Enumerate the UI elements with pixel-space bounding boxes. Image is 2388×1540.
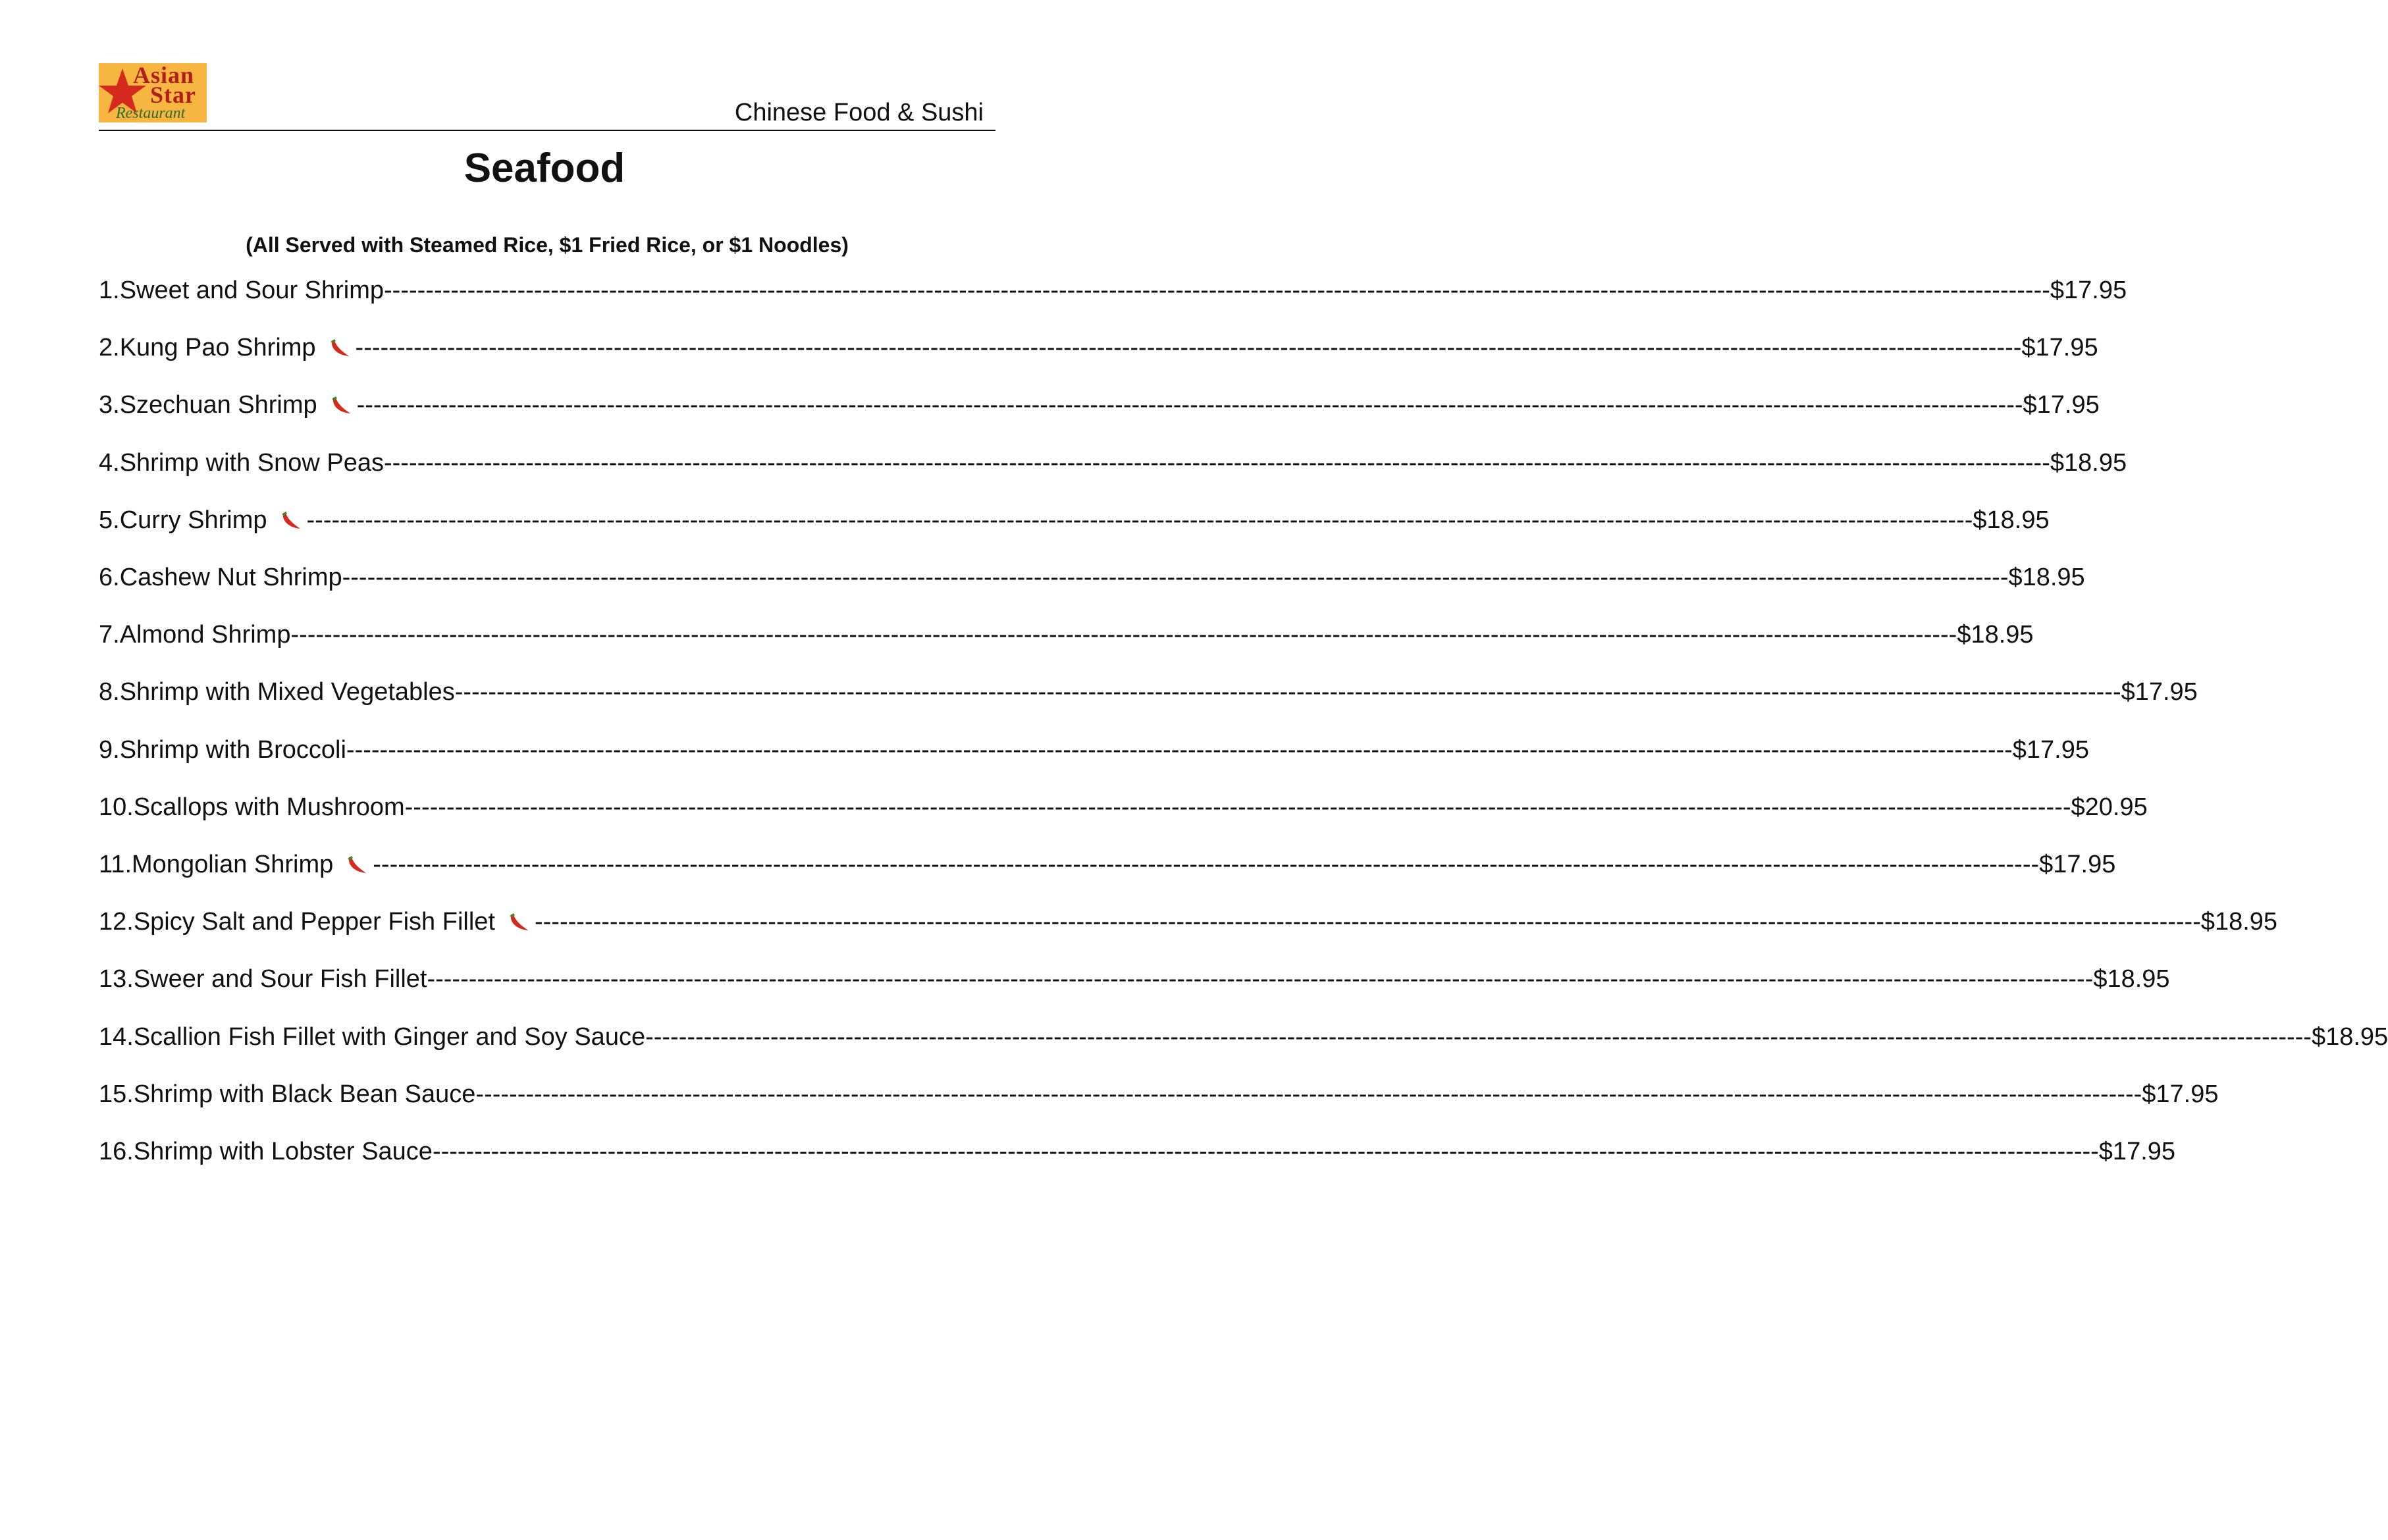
dot-leader: -------------------------------------------------------------------------------------------------------------------------------------------------------------------------------------------------------- [432, 1138, 2099, 1165]
menu-item-number: 13. [99, 965, 134, 994]
menu-item-name: Scallion Fish Fillet with Ginger and Soy Sauce [133, 1022, 646, 1051]
dot-leader: -------------------------------------------------------------------------------------------------------------------------------------------------------------------------------------------------------- [355, 334, 2022, 362]
menu-item [99, 732, 2090, 765]
dot-leader: -------------------------------------------------------------------------------------------------------------------------------------------------------------------------------------------------------- [427, 965, 2094, 994]
dot-leader: -------------------------------------------------------------------------------------------------------------------------------------------------------------------------------------------------------- [356, 391, 2023, 419]
dot-leader: -------------------------------------------------------------------------------------------------------------------------------------------------------------------------------------------------------- [384, 448, 2050, 477]
dot-leader: -------------------------------------------------------------------------------------------------------------------------------------------------------------------------------------------------------- [306, 506, 1973, 534]
logo-text-asian: Asian [133, 62, 195, 88]
menu-item-name: Scallops with Mushroom [133, 793, 405, 821]
dot-leader: -------------------------------------------------------------------------------------------------------------------------------------------------------------------------------------------------------- [342, 564, 2009, 591]
dot-leader: -------------------------------------------------------------------------------------------------------------------------------------------------------------------------------------------------------- [475, 1080, 2142, 1108]
menu-item-name: Shrimp with Black Bean Sauce [133, 1080, 476, 1108]
menu-item-name: Shrimp with Broccoli [119, 735, 346, 764]
menu-item-name: Almond Shrimp [119, 621, 291, 649]
menu-item-name: Sweer and Sour Fish Fillet [133, 965, 427, 994]
menu-item-number: 2. [99, 334, 120, 362]
menu-item-number: 8. [99, 678, 120, 706]
menu-item-number: 10. [99, 793, 134, 821]
menu-item-price: $18.95 [2050, 448, 2127, 477]
menu-item-price: $20.95 [2071, 793, 2148, 821]
logo-text-restaurant: Restaurant [116, 105, 186, 122]
menu-item-number: 5. [99, 506, 120, 534]
header-tagline: Chinese Food & Sushi [734, 99, 984, 126]
menu-item-price: $18.95 [2093, 965, 2170, 994]
menu-item [99, 674, 2198, 707]
menu-item-number: 16. [99, 1138, 134, 1165]
menu-item-price: $17.95 [2098, 1138, 2176, 1165]
menu-item-price: $17.95 [2023, 391, 2100, 419]
chili-pepper-icon [328, 336, 352, 359]
menu-item [99, 387, 2100, 420]
menu-item-number: 11. [99, 851, 132, 878]
logo-text-star: Star [150, 82, 196, 108]
menu-item-price: $18.95 [2008, 564, 2085, 591]
menu-item-price: $18.95 [2311, 1022, 2388, 1051]
header-divider [99, 130, 995, 131]
menu-item [99, 961, 2170, 994]
menu-item-number: 7. [99, 621, 120, 649]
menu-item-name: Shrimp with Snow Peas [119, 448, 384, 477]
dot-leader: -------------------------------------------------------------------------------------------------------------------------------------------------------------------------------------------------------- [454, 678, 2121, 706]
menu-item-name: Shrimp with Mixed Vegetables [119, 678, 455, 706]
chili-pepper-icon [507, 911, 531, 933]
dot-leader: -------------------------------------------------------------------------------------------------------------------------------------------------------------------------------------------------------- [373, 851, 2040, 878]
menu-item-number: 4. [99, 448, 120, 477]
menu-item-name: Szechuan Shrimp [119, 391, 317, 419]
menu-item [99, 904, 2278, 937]
menu-item-name: Mongolian Shrimp [132, 851, 334, 878]
menu-item-number: 9. [99, 735, 120, 764]
dot-leader: -------------------------------------------------------------------------------------------------------------------------------------------------------------------------------------------------------- [645, 1022, 2312, 1051]
menu-item [99, 1134, 2176, 1167]
menu-item [99, 502, 2050, 535]
menu-item-price: $17.95 [2021, 334, 2098, 362]
menu-item-price: $17.95 [2039, 851, 2116, 878]
menu-item-price: $18.95 [1957, 621, 2034, 649]
menu-item [99, 789, 2148, 822]
menu-item-name: Curry Shrimp [119, 506, 267, 534]
menu-item-price: $17.95 [2012, 735, 2090, 764]
menu-item-name: Sweet and Sour Shrimp [119, 277, 385, 304]
menu-item-number: 14. [99, 1022, 134, 1051]
menu-item-number: 3. [99, 391, 120, 419]
menu-item-price: $18.95 [2200, 908, 2278, 936]
menu-item-number: 15. [99, 1080, 134, 1108]
chili-pepper-icon [329, 394, 353, 416]
menu-item [99, 847, 2116, 880]
dot-leader: -------------------------------------------------------------------------------------------------------------------------------------------------------------------------------------------------------- [346, 735, 2013, 764]
dot-leader: -------------------------------------------------------------------------------------------------------------------------------------------------------------------------------------------------------- [290, 621, 1957, 649]
menu-item [99, 1019, 2388, 1052]
menu-item-number: 6. [99, 564, 120, 591]
menu-item-name: Shrimp with Lobster Sauce [133, 1138, 433, 1165]
menu-item [99, 330, 2098, 363]
menu-item [99, 445, 2127, 478]
menu-item-number: 1. [99, 277, 120, 304]
chili-pepper-icon [345, 853, 369, 876]
menu-item-name: Cashew Nut Shrimp [119, 564, 342, 591]
dot-leader: -------------------------------------------------------------------------------------------------------------------------------------------------------------------------------------------------------- [384, 277, 2050, 304]
menu-item-price: $17.95 [2050, 277, 2127, 304]
menu-item [99, 560, 2085, 593]
page-title: Seafood [464, 146, 625, 191]
menu-item-name: Kung Pao Shrimp [119, 334, 316, 362]
dot-leader: -------------------------------------------------------------------------------------------------------------------------------------------------------------------------------------------------------- [534, 908, 2201, 936]
dot-leader: -------------------------------------------------------------------------------------------------------------------------------------------------------------------------------------------------------- [404, 793, 2071, 821]
menu-item-price: $17.95 [2142, 1080, 2219, 1108]
menu-item [99, 1076, 2219, 1109]
menu-item [99, 273, 2127, 305]
restaurant-logo [99, 63, 207, 122]
menu-item-name: Spicy Salt and Pepper Fish Fillet [133, 908, 495, 936]
serving-note: (All Served with Steamed Rice, $1 Fried Rice, or $1 Noodles) [246, 233, 849, 257]
chili-pepper-icon [279, 509, 303, 531]
menu-item-price: $17.95 [2121, 678, 2198, 706]
menu-item [99, 617, 2034, 650]
menu-item-number: 12. [99, 908, 134, 936]
menu-item-price: $18.95 [1973, 506, 2050, 534]
